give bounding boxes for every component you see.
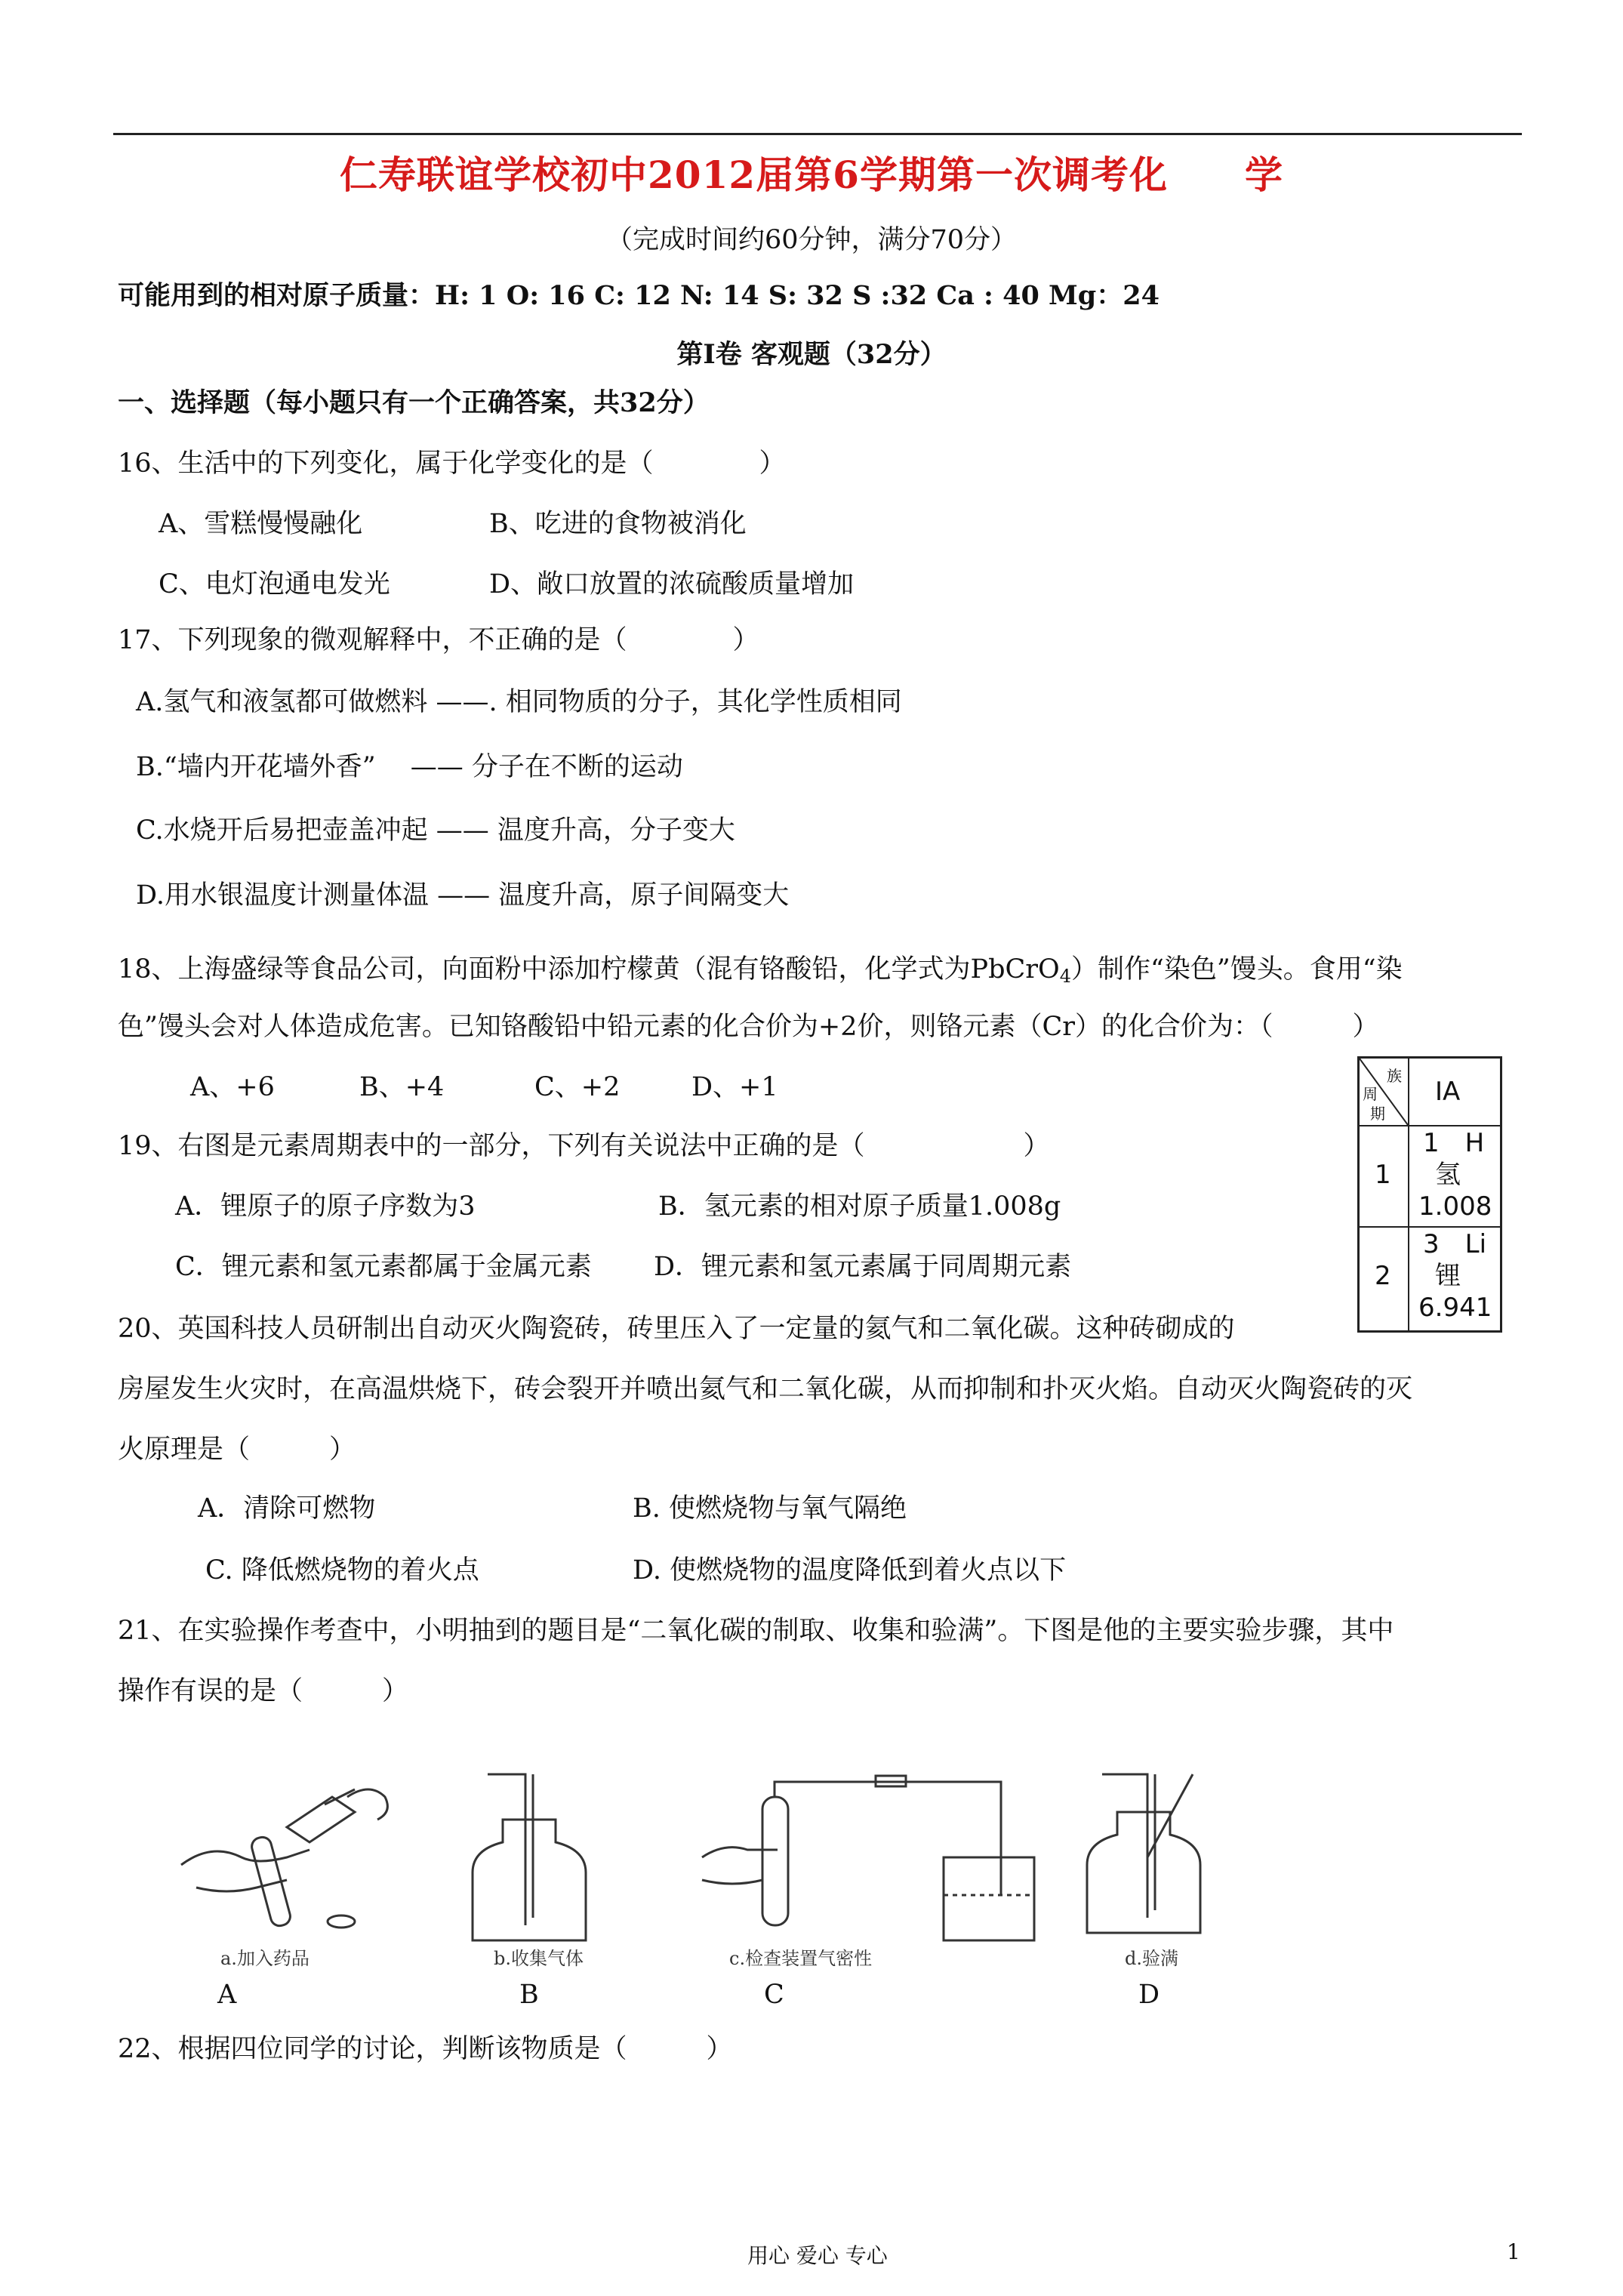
figure-label-d: D	[1138, 1980, 1160, 2010]
atomic-masses: 可能用到的相对原子质量：H: 1 O: 16 C: 12 N: 14 S: 32 S :32 Ca : 40 Mg：24	[118, 280, 1160, 311]
q18-option-d: D、+1	[691, 1072, 778, 1102]
q16-option-a: A、雪糕慢慢融化	[159, 509, 363, 539]
figure-label-a: A	[217, 1980, 237, 2010]
q20-line-1: 20、英国科技人员研制出自动灭火陶瓷砖，砖里压入了一定量的氦气和二氧化碳。这种砖砌成的	[118, 1314, 1235, 1344]
q18-line-1-end: ）制作“染色”馒头。食用“染	[1070, 954, 1403, 985]
q17-stem: 17、下列现象的微观解释中，不正确的是（ ）	[118, 625, 759, 655]
q16-option-b: B、吃进的食物被消化	[489, 509, 747, 539]
q20-line-3: 火原理是（ ）	[118, 1435, 356, 1465]
q19-stem: 19、右图是元素周期表中的一部分，下列有关说法中正确的是（ ）	[118, 1131, 1050, 1161]
q19-option-b: B．氢元素的相对原子质量1.008g	[658, 1191, 1061, 1222]
hydrogen-name: 氢	[1435, 1160, 1461, 1190]
lithium-number-symbol: 3 Li	[1423, 1229, 1487, 1259]
q17-option-d: D.用水银温度计测量体温 —— 温度升高，原子间隔变大	[136, 880, 790, 911]
lab-apparatus-figure	[174, 1767, 1230, 1948]
q17-option-b: B.“墙内开花墙外香” —— 分子在不断的运动	[136, 752, 683, 782]
q19-option-d: D．锂元素和氢元素属于同周期元素	[654, 1252, 1072, 1282]
q17-option-a: A.氢气和液氢都可做燃料 ——. 相同物质的分子，其化学性质相同	[136, 687, 902, 717]
q19-option-a: A．锂原子的原子序数为3	[175, 1191, 476, 1222]
q21-line-2: 操作有误的是（ ）	[118, 1676, 409, 1706]
hydrogen-number-symbol: 1 H	[1423, 1128, 1485, 1158]
q16-option-c: C、电灯泡通电发光	[159, 569, 390, 599]
period-header-label-2: 期	[1370, 1105, 1385, 1123]
q20-line-2: 房屋发生火灾时，在高温烘烧下，砖会裂开并喷出氦气和二氧化碳，从而抑制和扑灭火焰。自动灭火陶瓷砖的灭	[118, 1374, 1413, 1404]
group-ia: IA	[1435, 1077, 1461, 1107]
q22-stem: 22、根据四位同学的讨论，判断该物质是（ ）	[118, 2034, 733, 2064]
lithium-mass: 6.941	[1418, 1293, 1492, 1323]
group-header-label: 族	[1387, 1067, 1402, 1085]
period-2: 2	[1375, 1261, 1391, 1291]
q18-line-1-start: 18、上海盛绿等食品公司，向面粉中添加柠檬黄（混有铬酸铅，化学式为PbCrO	[118, 954, 1060, 985]
q18-line-2: 色”馒头会对人体造成危害。已知铬酸铅中铅元素的化合价为+2价，则铬元素（Cr）的化合价为：（ ）	[118, 1012, 1379, 1042]
caption-a: a.加入药品	[220, 1948, 310, 1969]
q21-line-1: 21、在实验操作考查中，小明抽到的题目是“二氧化碳的制取、收集和验满”。下图是他的主要实验步骤，其中	[118, 1616, 1394, 1646]
q18-option-c: C、+2	[534, 1072, 621, 1102]
q19-option-c: C．锂元素和氢元素都属于金属元素	[175, 1252, 592, 1282]
q20-option-b: B. 使燃烧物与氧气隔绝	[633, 1493, 907, 1524]
lithium-name: 锂	[1435, 1261, 1461, 1291]
q20-option-a: A．清除可燃物	[198, 1493, 376, 1524]
figure-label-b: B	[519, 1980, 539, 2010]
q18-option-b: B、+4	[359, 1072, 445, 1102]
periodic-table-fragment	[1357, 1056, 1502, 1333]
caption-d: d.验满	[1125, 1948, 1178, 1969]
caption-b: b.收集气体	[494, 1948, 584, 1969]
part-title: 一、选择题（每小题只有一个正确答案，共32分）	[118, 387, 710, 418]
page-number: 1	[1507, 2239, 1520, 2264]
q16-stem: 16、生活中的下列变化，属于化学变化的是（ ）	[118, 448, 786, 479]
exam-title: 仁寿联谊学校初中2012届第6学期第一次调考化 学	[340, 153, 1283, 197]
q20-option-d: D. 使燃烧物的温度降低到着火点以下	[633, 1555, 1067, 1586]
caption-c: c.检查装置气密性	[729, 1948, 873, 1969]
figure-label-c: C	[764, 1980, 784, 2010]
q16-option-d: D、敞口放置的浓硫酸质量增加	[489, 569, 855, 599]
exam-subtitle: （完成时间约60分钟，满分70分）	[605, 225, 1018, 255]
top-rule	[113, 133, 1522, 135]
q18-formula-subscript: 4	[1059, 966, 1071, 987]
q17-option-c: C.水烧开后易把壶盖冲起 —— 温度升高，分子变大	[136, 815, 735, 846]
period-1: 1	[1375, 1160, 1391, 1190]
period-header-label-1: 周	[1363, 1085, 1378, 1103]
q20-option-c: C. 降低燃烧物的着火点	[205, 1555, 479, 1586]
step-d-full-check-drawing	[1087, 1774, 1200, 1933]
hydrogen-mass: 1.008	[1418, 1191, 1492, 1222]
q18-option-a: A、+6	[190, 1072, 275, 1102]
step-c-airtightness-drawing	[702, 1776, 1034, 1940]
step-b-collecting-gas-drawing	[473, 1774, 586, 1940]
step-a-adding-reagents-drawing	[181, 1789, 387, 1928]
section-title: 第Ⅰ卷 客观题（32分）	[676, 339, 947, 370]
footer-motto: 用心 爱心 专心	[747, 2243, 888, 2268]
q18-line-1	[118, 953, 1403, 986]
